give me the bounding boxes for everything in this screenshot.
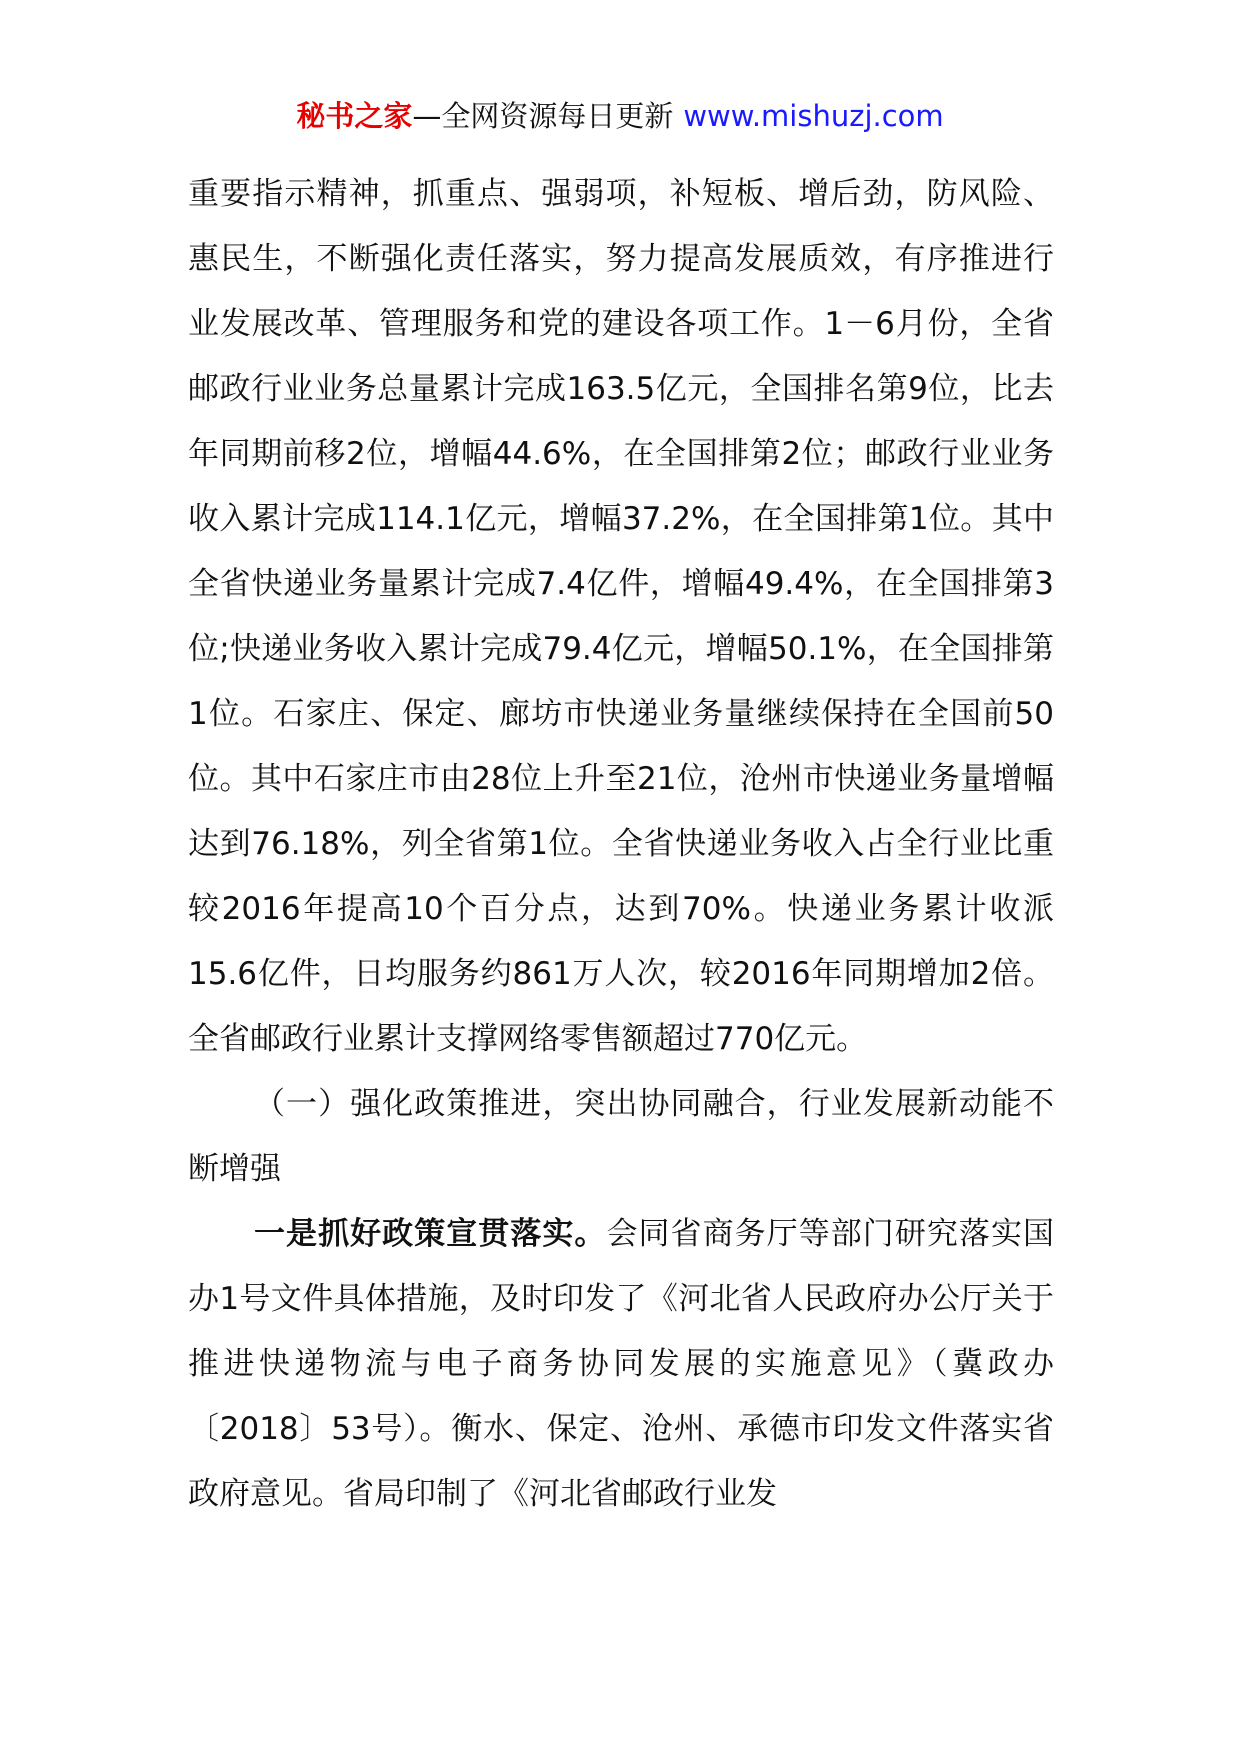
- site-brand: 秘书之家: [296, 99, 413, 133]
- paragraph-policy: [188, 1202, 1054, 1527]
- paragraph-continued: 重要指示精神，抓重点、强弱项，补短板、增后劲，防风险、惠民生，不断强化责任落实，努力提高发展质效，有序推进行业发展改革、管理服务和党的建设各项工作。1－6月份，全省邮政行业业务总量累计完成163.5亿元，全国排名第9位，比去年同期前移2位，增幅44.6%，在全国排第2位；邮政行业业务收入累计完成114.1亿元，增幅37.2%，在全国排第1位。其中全省快递业务量累计完成7.4亿件，增幅49.4%，在全国排第3位;快递业务收入累计完成79.4亿元，增幅50.1%，在全国排第1位。石家庄、保定、廊坊市快递业务量继续保持在全国前50位。其中石家庄市由28位上升至21位，沧州市快递业务量增幅达到76.18%，列全省第1位。全省快递业务收入占全行业比重较2016年提高10个百分点，达到70%。快递业务累计收派15.6亿件，日均服务约861万人次，较2016年同期增加2倍。全省邮政行业累计支撑网络零售额超过770亿元。: [188, 176, 1054, 1057]
- document-body: [188, 162, 1054, 1527]
- section-heading: （一）强化政策推进，突出协同融合，行业发展新动能不断增强: [188, 1086, 1054, 1187]
- site-url-link[interactable]: www.mishuzj.com: [683, 99, 944, 133]
- paragraph-body: 会同省商务厅等部门研究落实国办1号文件具体措施，及时印发了《河北省人民政府办公厅关于推进快递物流与电子商务协同发展的实施意见》（冀政办〔2018〕53号）。衡水、保定、沧州、承德市印发文件落实省政府意见。省局印制了《河北省邮政行业发: [188, 1216, 1055, 1512]
- paragraph-lead: 一是抓好政策宣贯落实。: [254, 1216, 607, 1252]
- site-tagline: —全网资源每日更新: [412, 99, 674, 133]
- page-header: [0, 96, 1240, 136]
